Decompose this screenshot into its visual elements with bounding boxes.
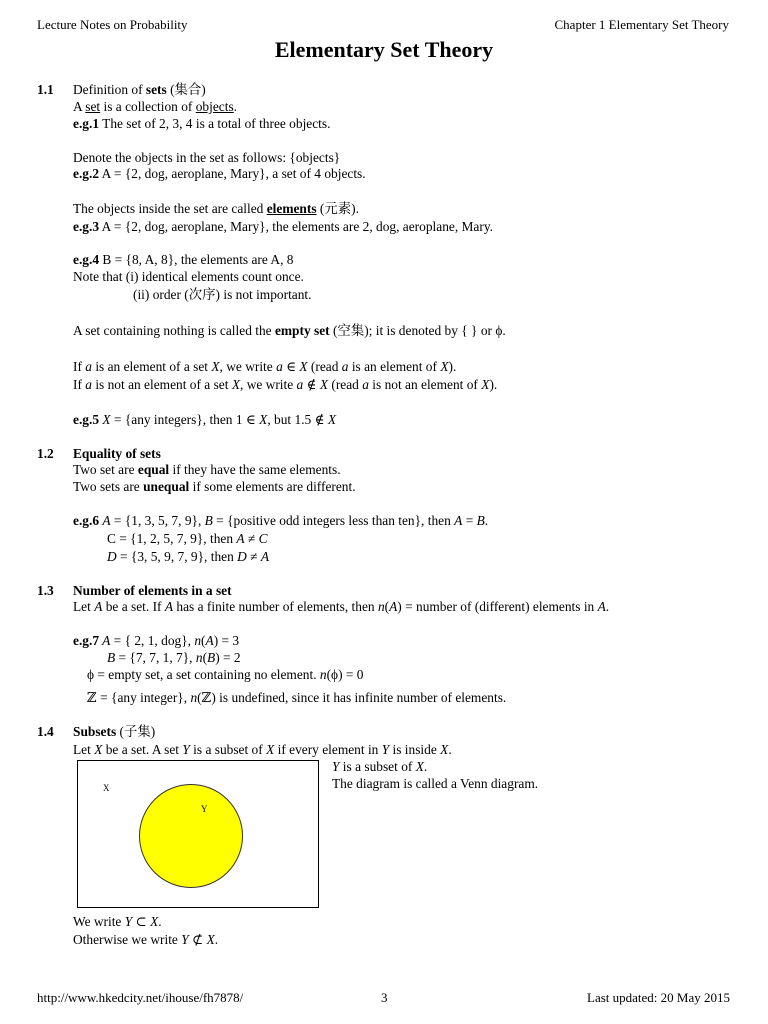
header-right: Chapter 1 Elementary Set Theory <box>554 17 729 32</box>
text-line: Y is a subset of X. <box>332 759 428 774</box>
text-line: If a is not an element of a set X, we write a ∉ X (read a is not an element of X). <box>73 377 498 392</box>
text-line: A set containing nothing is called the empty set (空集); it is denoted by { } or ϕ. <box>73 323 506 338</box>
text-line: (ii) order (次序) is not important. <box>133 287 312 302</box>
text-line: Note that (i) identical elements count once. <box>73 269 304 284</box>
venn-label-x: X <box>103 783 110 793</box>
page-title: Elementary Set Theory <box>274 37 494 62</box>
section-heading: Equality of sets <box>73 446 161 461</box>
example-line: e.g.1 The set of 2, 3, 4 is a total of three objects. <box>73 116 331 131</box>
text-line: If a is an element of a set X, we write a ∈ X (read a is an element of X). <box>73 359 457 374</box>
text-line: Otherwise we write Y ⊄ X. <box>73 932 219 947</box>
section-number: 1.3 <box>37 583 54 598</box>
footer-updated: Last updated: 20 May 2015 <box>587 990 730 1005</box>
section-number: 1.4 <box>37 724 54 739</box>
section-number: 1.1 <box>37 82 54 97</box>
section-number: 1.2 <box>37 446 54 461</box>
page-number: 3 <box>381 990 388 1005</box>
example-line: B = {7, 7, 1, 7}, n(B) = 2 <box>107 650 241 665</box>
section-heading: Number of elements in a set <box>73 583 232 598</box>
text-line: Two sets are unequal if some elements are different. <box>73 479 356 494</box>
text-line: A set is a collection of objects. <box>73 99 238 114</box>
example-line: ℤ = {any integer}, n(ℤ) is undefined, since it has infinite number of elements. <box>87 690 507 705</box>
text-line: Let A be a set. If A has a finite number of elements, then n(A) = number of (different) elements in A. <box>73 599 610 614</box>
footer-url: http://www.hkedcity.net/ihouse/fh7878/ <box>37 990 244 1005</box>
example-line: D = {3, 5, 9, 7, 9}, then D ≠ A <box>107 549 270 564</box>
text-line: Denote the objects in the set as follows: {objects} <box>73 150 341 165</box>
text-line: Two set are equal if they have the same elements. <box>73 462 341 477</box>
venn-diagram <box>77 760 319 908</box>
example-line: e.g.3 A = {2, dog, aeroplane, Mary}, the elements are 2, dog, aeroplane, Mary. <box>73 219 494 234</box>
example-line: C = {1, 2, 5, 7, 9}, then A ≠ C <box>107 531 268 546</box>
text-line: Let X be a set. A set Y is a subset of X if every element in Y is inside X. <box>73 742 452 757</box>
example-line: e.g.7 A = { 2, 1, dog}, n(A) = 3 <box>73 633 240 648</box>
section-heading: Definition of sets (集合) <box>73 82 206 97</box>
text-line: The objects inside the set are called elements (元素). <box>73 201 359 216</box>
example-line: ϕ = empty set, a set containing no element. n(ϕ) = 0 <box>87 667 364 682</box>
example-line: e.g.6 A = {1, 3, 5, 7, 9}, B = {positive odd integers less than ten}, then A = B. <box>73 513 489 528</box>
example-line: e.g.4 B = {8, A, 8}, the elements are A, 8 <box>73 252 294 267</box>
header-left: Lecture Notes on Probability <box>37 17 188 32</box>
example-line: e.g.5 X = {any integers}, then 1 ∈ X, but 1.5 ∉ X <box>73 412 337 427</box>
section-heading: Subsets (子集) <box>73 724 156 739</box>
text-line: The diagram is called a Venn diagram. <box>332 776 539 791</box>
text-line: We write Y ⊂ X. <box>73 914 162 929</box>
example-line: e.g.2 A = {2, dog, aeroplane, Mary}, a set of 4 objects. <box>73 166 366 181</box>
venn-label-y: Y <box>201 804 208 814</box>
venn-circle-y <box>139 784 243 888</box>
